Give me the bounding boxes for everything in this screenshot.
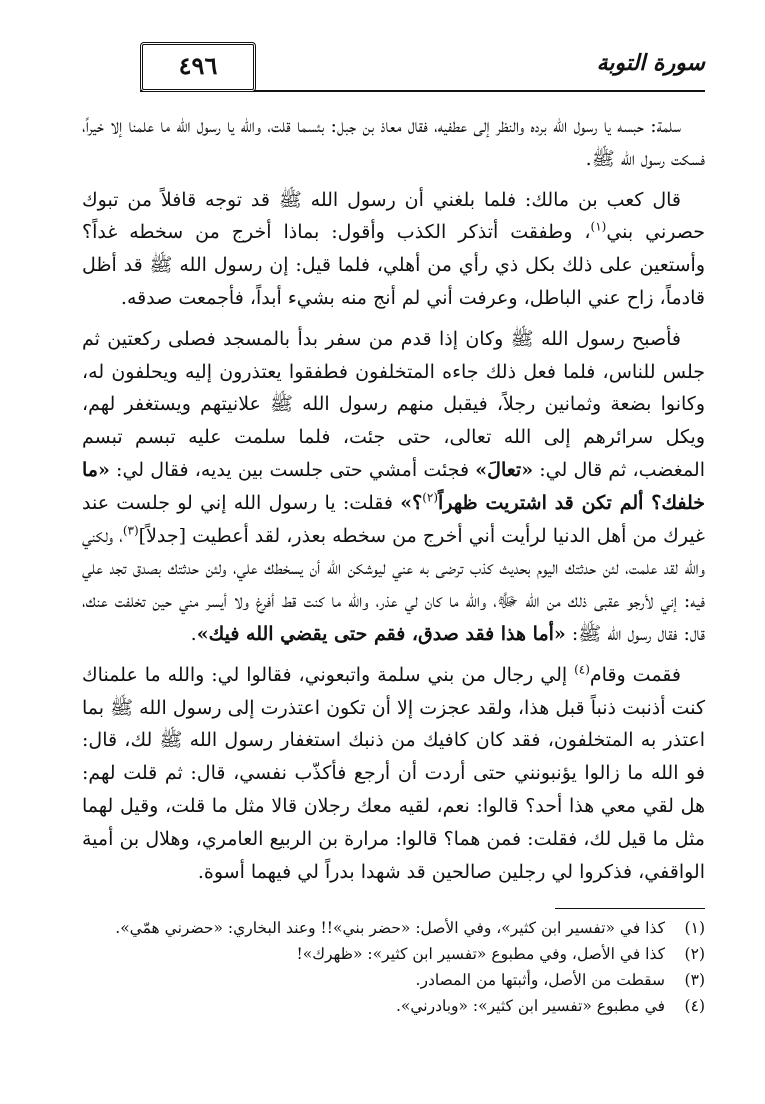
footnote <box>82 915 705 941</box>
footnote-number: (٤) <box>684 997 705 1015</box>
footnote-ref: (٢) <box>422 490 439 505</box>
footnote-separator <box>555 908 705 909</box>
quoted-speech: «أما هذا فقد صدق، فقم حتى يقضي الله فيك» <box>196 622 566 645</box>
text-segment: سلمة: حبسه يا رسول الله برده والنظر إلى عطفيه، فقال معاذ بن جبل: بئسما قلت، والله يا رسول الله ما علمنا إلا خيراً، فسكت رسول الله ﷺ. <box>82 115 705 170</box>
footnote-text: سقطت من الأصل، وأثبتها من المصادر. <box>415 971 665 989</box>
footnote-ref: (٤) <box>574 662 590 677</box>
text-segment: فقمت وقام <box>589 663 681 686</box>
footnote-text: كذا في «تفسير ابن كثير»، وفي الأصل: «حضر بني»!! وعند البخاري: «حضرني همّي». <box>115 919 665 937</box>
text-segment: قال كعب بن مالك: فلما بلغني أن رسول الله ﷺ قد توجه قافلاً من تبوك حصرني بني <box>82 188 705 244</box>
text-segment: فجئت أمشي حتى جلست بين يديه، فقال لي: <box>109 458 476 481</box>
quoted-speech: «تعالَ» <box>475 458 534 481</box>
footnote-text: كذا في الأصل، وفي مطبوع «تفسير ابن كثير»: «ظهرك»! <box>296 945 665 963</box>
text-segment: فقلت: يا رسول الله إني لو جلست عند غيرك من أهل الدنيا لرأيت أني أخرج من سخطه بعذر، لقد أعطيت [جدلاً] <box>82 491 705 547</box>
footnote <box>82 967 705 993</box>
page-number-frame <box>140 42 256 92</box>
paragraph <box>82 110 705 176</box>
footnote-number: (٣) <box>684 971 705 989</box>
footnote-number: (٢) <box>684 945 705 963</box>
page-number: ٤٩٦ <box>178 51 218 80</box>
quoted-speech: «ما خلفك؟ ألم تكن قد اشتريت ظهراً <box>82 458 705 514</box>
footnote <box>82 993 705 1019</box>
footnote-number: (١) <box>684 919 705 937</box>
surah-title: سورة التوبة <box>596 50 705 76</box>
text-segment: . <box>190 622 197 645</box>
footnote-ref: (١) <box>590 220 607 235</box>
quoted-speech: ؟» <box>400 491 423 514</box>
footnote-text: في مطبوع «تفسير ابن كثير»: «وبادرني». <box>395 997 665 1015</box>
text-segment: ، ولكني والله لقد علمت، لئن حدثتك اليوم بحديث كذب ترضى به عني ليوشكن الله أن يسخطك علي، ولئن حدثتك بصدق تجد علي فيه: إني لأرجو عقبى ذلك من الله ﷻ، والله ما كان لي عذر، والله ما كنت قط أفرغ ولا أيسر مني حين تخلفت عنك، قال: فقال رسول الله ﷺ: <box>82 524 705 645</box>
main-text <box>82 110 705 896</box>
footnote-ref: (٣) <box>122 523 139 538</box>
footnotes <box>82 915 705 1019</box>
paragraph <box>82 184 705 315</box>
paragraph <box>82 659 705 889</box>
footnote <box>82 941 705 967</box>
text-segment: ، وطفقت أتذكر الكذب وأقول: بماذا أخرج من سخطه غداً؟ وأستعين على ذلك بكل ذي رأي من أهلي، فلما قيل: إن رسول الله ﷺ قد أظل قادماً، زاح عني الباطل، وعرفت أني لم أنج منه بشيء أبداً، فأجمعت صدقه. <box>82 221 705 309</box>
text-segment: إلي رجال من بني سلمة واتبعوني، فقالوا لي: والله ما علمناك كنت أذنبت ذنباً قبل هذا، ولقد عجزت إلا أن تكون اعتذرت إلى رسول الله ﷺ بما اعتذر به المتخلفون، فقد كان كافيك من ذنبك استغفار رسول الله ﷺ لك، قال: فو الله ما زالوا يؤنبونني حتى أردت أن أرجع فأكذّب نفسي، قال: ثم قلت لهم: هل لقي معي هذا أحد؟ قالوا: نعم، لقيه معك رجلان قالا مثل ما قلت، وقيل لهما مثل ما قيل لك، فقلت: فمن هما؟ قالوا: مرارة بن الربيع العامري، وهلال بن أمية الواقفي، فذكروا لي رجلين صالحين قد شهدا بدراً لي فيهما أسوة. <box>82 663 705 883</box>
paragraph <box>82 323 705 651</box>
text-segment: فأصبح رسول الله ﷺ وكان إذا قدم من سفر بدأ بالمسجد فصلى ركعتين ثم جلس للناس، فلما فعل ذلك جاءه المتخلفون فطفقوا يعتذرون إليه ويحلفون له، وكانوا بضعة وثمانين رجلاً، فيقبل منهم رسول الله ﷺ علانيتهم ويستغفر لهم، ويكل سرائرهم إلى الله تعالى، حتى جئت، فلما سلمت عليه تبسم تبسم المغضب، ثم قال لي: <box>82 327 706 481</box>
